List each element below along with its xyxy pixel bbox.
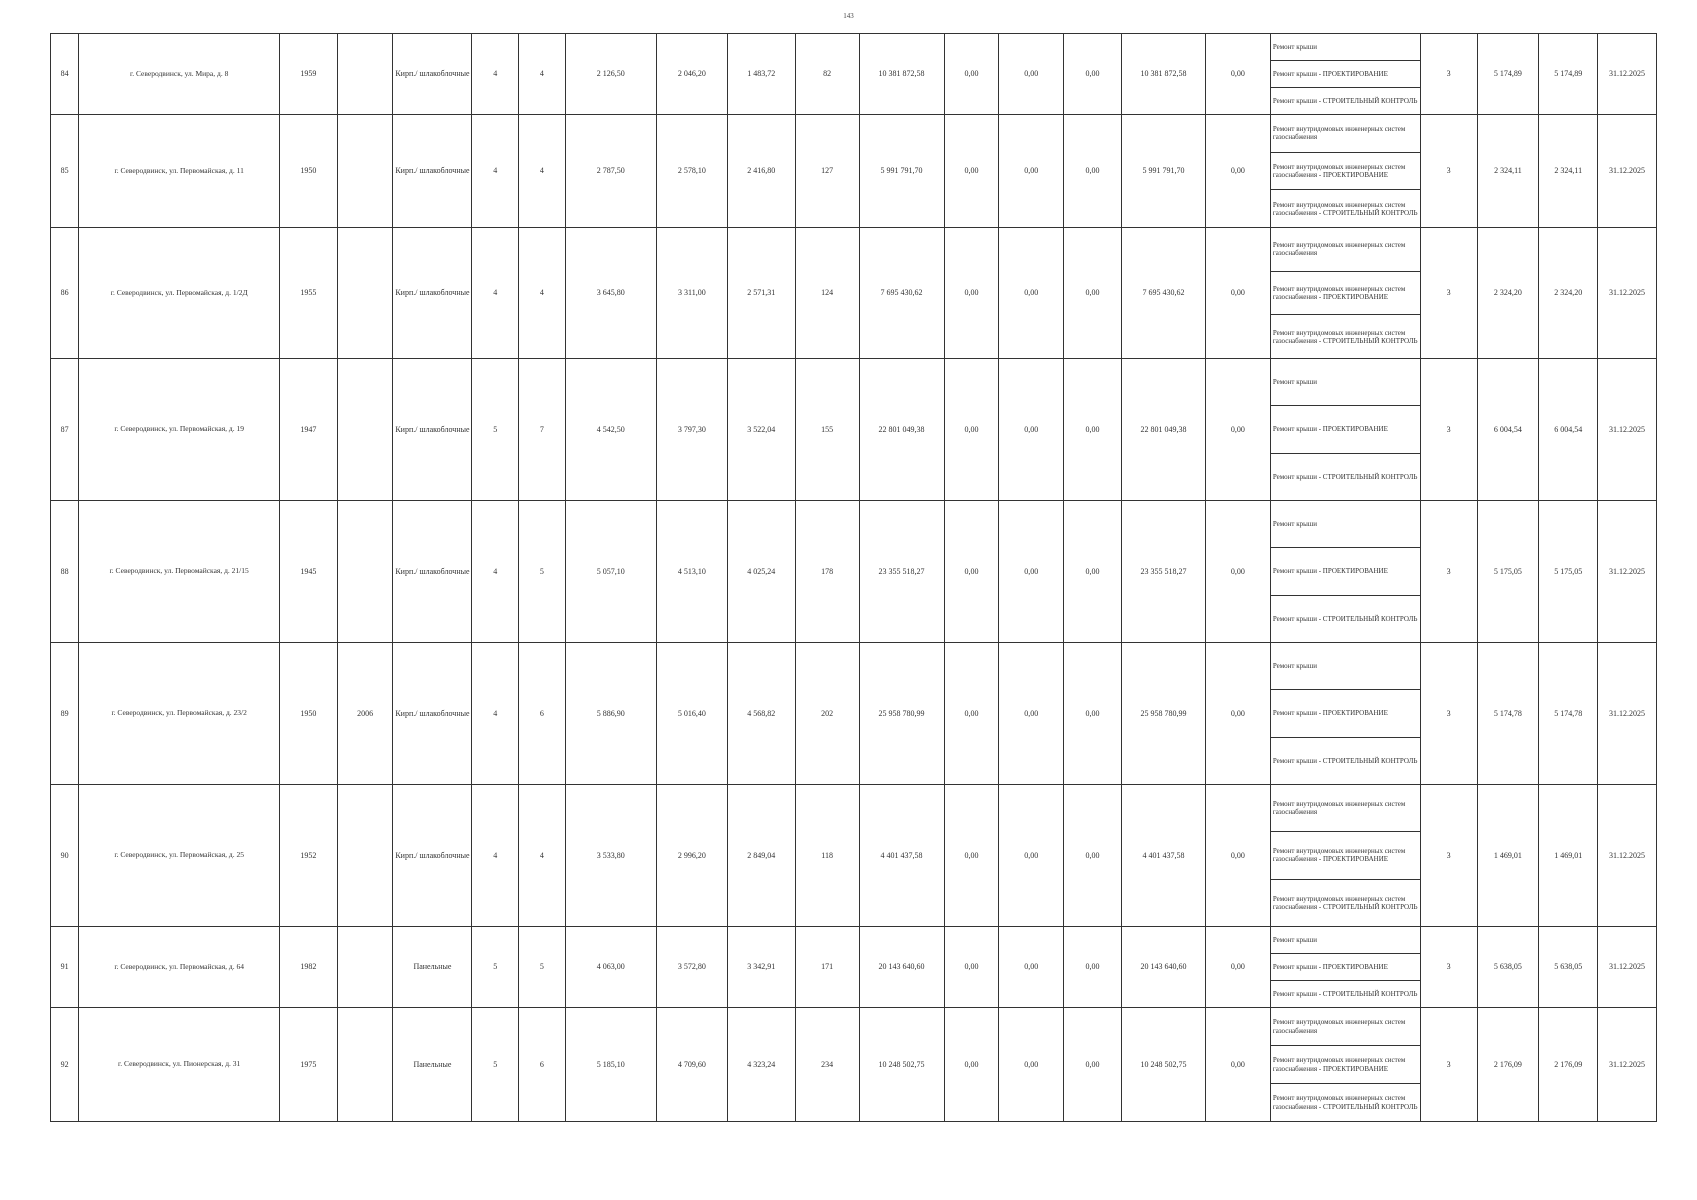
other-cost-cell: 0,00 [1206, 228, 1271, 359]
works-cell [1270, 359, 1420, 501]
limit-cost-cell: 5 174,78 [1539, 643, 1598, 785]
municipal-cost-cell: 0,00 [1064, 927, 1122, 1008]
works-list [1271, 34, 1420, 114]
floors-cell: 4 [472, 785, 519, 927]
works-list [1271, 359, 1420, 500]
works-list [1271, 501, 1420, 642]
work-item-label: Ремонт крыши - СТРОИТЕЛЬНЫЙ КОНТРОЛЬ [1272, 472, 1418, 481]
works-cell [1270, 501, 1420, 643]
work-item [1271, 831, 1420, 878]
residents-cell: 202 [795, 643, 859, 785]
total-area-cell: 3 645,80 [565, 228, 656, 359]
works-cell [1270, 34, 1420, 115]
other-cost-cell: 0,00 [1206, 643, 1271, 785]
unit-code-cell: 3 [1420, 927, 1477, 1008]
fund-cost-cell: 0,00 [944, 359, 999, 501]
premises-area-cell: 4 709,60 [656, 1008, 727, 1122]
year-overhaul-cell [337, 34, 393, 115]
residents-cell: 82 [795, 34, 859, 115]
total-cost-cell: 5 991 791,70 [859, 115, 944, 228]
work-item-label: Ремонт внутридомовых инженерных систем газоснабжения - СТРОИТЕЛЬНЫЙ КОНТРОЛЬ [1272, 1094, 1418, 1111]
other-cost-cell: 0,00 [1206, 115, 1271, 228]
works-list [1271, 927, 1420, 1007]
works-cell [1270, 1008, 1420, 1122]
work-item [1271, 115, 1420, 152]
works-cell [1270, 228, 1420, 359]
row-number: 84 [51, 34, 79, 115]
municipal-cost-cell: 0,00 [1064, 643, 1122, 785]
municipal-cost-cell: 0,00 [1064, 501, 1122, 643]
year-built-cell: 1982 [279, 927, 337, 1008]
deadline-cell: 31.12.2025 [1598, 501, 1657, 643]
address-cell: г. Северодвинск, ул. Пионерская, д. 31 [79, 1008, 280, 1122]
row-number: 90 [51, 785, 79, 927]
year-built-cell: 1975 [279, 1008, 337, 1122]
fund-cost-cell: 0,00 [944, 1008, 999, 1122]
work-item-label: Ремонт внутридомовых инженерных систем газоснабжения - ПРОЕКТИРОВАНИЕ [1272, 284, 1406, 301]
table-row [51, 785, 1657, 927]
total-cost-cell: 7 695 430,62 [859, 228, 944, 359]
year-built-cell: 1959 [279, 34, 337, 115]
floors-cell: 4 [472, 501, 519, 643]
regional-cost-cell: 0,00 [999, 228, 1064, 359]
work-item-label: Ремонт крыши [1272, 662, 1317, 671]
overhaul-program-table [50, 33, 1657, 1122]
address-cell: г. Северодвинск, ул. Первомайская, д. 23/2 [79, 643, 280, 785]
address-cell: г. Северодвинск, ул. Первомайская, д. 64 [79, 927, 280, 1008]
regional-cost-cell: 0,00 [999, 359, 1064, 501]
entrances-cell: 4 [519, 115, 566, 228]
living-area-cell: 4 323,24 [727, 1008, 795, 1122]
work-item [1271, 980, 1420, 1007]
deadline-cell: 31.12.2025 [1598, 927, 1657, 1008]
unit-code-cell: 3 [1420, 359, 1477, 501]
entrances-cell: 4 [519, 785, 566, 927]
unit-code-cell: 3 [1420, 785, 1477, 927]
work-item [1271, 547, 1420, 594]
wall-material-cell: Кирп./ шлакоблочные [393, 359, 472, 501]
floors-cell: 4 [472, 115, 519, 228]
unit-cost-cell: 5 175,05 [1477, 501, 1539, 643]
works-list [1271, 228, 1420, 358]
owners-cost-cell: 25 958 780,99 [1121, 643, 1205, 785]
residents-cell: 155 [795, 359, 859, 501]
year-overhaul-cell [337, 501, 393, 643]
address-cell: г. Северодвинск, ул. Первомайская, д. 19 [79, 359, 280, 501]
deadline-cell: 31.12.2025 [1598, 1008, 1657, 1122]
year-overhaul-cell [337, 927, 393, 1008]
work-item [1271, 927, 1420, 953]
premises-area-cell: 2 996,20 [656, 785, 727, 927]
other-cost-cell: 0,00 [1206, 1008, 1271, 1122]
owners-cost-cell: 7 695 430,62 [1121, 228, 1205, 359]
floors-cell: 4 [472, 34, 519, 115]
floors-cell: 4 [472, 643, 519, 785]
regional-cost-cell: 0,00 [999, 785, 1064, 927]
unit-code-cell: 3 [1420, 34, 1477, 115]
work-item [1271, 595, 1420, 642]
year-overhaul-cell [337, 785, 393, 927]
fund-cost-cell: 0,00 [944, 228, 999, 359]
table-row [51, 1008, 1657, 1122]
other-cost-cell: 0,00 [1206, 501, 1271, 643]
work-item-label: Ремонт крыши - ПРОЕКТИРОВАНИЕ [1272, 425, 1388, 434]
fund-cost-cell: 0,00 [944, 115, 999, 228]
table-row [51, 501, 1657, 643]
limit-cost-cell: 2 324,20 [1539, 228, 1598, 359]
unit-cost-cell: 2 324,20 [1477, 228, 1539, 359]
premises-area-cell: 5 016,40 [656, 643, 727, 785]
total-area-cell: 5 886,90 [565, 643, 656, 785]
work-item [1271, 314, 1420, 358]
work-item-label: Ремонт крыши - ПРОЕКТИРОВАНИЕ [1272, 962, 1388, 971]
year-built-cell: 1950 [279, 643, 337, 785]
work-item-label: Ремонт крыши [1272, 42, 1317, 51]
owners-cost-cell: 4 401 437,58 [1121, 785, 1205, 927]
living-area-cell: 2 849,04 [727, 785, 795, 927]
total-area-cell: 2 126,50 [565, 34, 656, 115]
unit-code-cell: 3 [1420, 501, 1477, 643]
premises-area-cell: 4 513,10 [656, 501, 727, 643]
entrances-cell: 6 [519, 643, 566, 785]
deadline-cell: 31.12.2025 [1598, 115, 1657, 228]
year-built-cell: 1955 [279, 228, 337, 359]
work-item-label: Ремонт крыши [1272, 935, 1317, 944]
work-item-label: Ремонт внутридомовых инженерных систем газоснабжения [1272, 125, 1406, 142]
premises-area-cell: 3 311,00 [656, 228, 727, 359]
wall-material-cell: Кирп./ шлакоблочные [393, 115, 472, 228]
deadline-cell: 31.12.2025 [1598, 643, 1657, 785]
work-item [1271, 87, 1420, 114]
work-item-label: Ремонт крыши - ПРОЕКТИРОВАНИЕ [1272, 567, 1388, 576]
work-item-label: Ремонт крыши [1272, 520, 1317, 529]
work-item-label: Ремонт крыши - ПРОЕКТИРОВАНИЕ [1272, 69, 1388, 78]
limit-cost-cell: 1 469,01 [1539, 785, 1598, 927]
works-cell [1270, 927, 1420, 1008]
unit-cost-cell: 5 174,78 [1477, 643, 1539, 785]
floors-cell: 4 [472, 228, 519, 359]
work-item [1271, 189, 1420, 227]
owners-cost-cell: 10 381 872,58 [1121, 34, 1205, 115]
regional-cost-cell: 0,00 [999, 115, 1064, 228]
floors-cell: 5 [472, 1008, 519, 1122]
total-area-cell: 4 063,00 [565, 927, 656, 1008]
living-area-cell: 2 416,80 [727, 115, 795, 228]
other-cost-cell: 0,00 [1206, 927, 1271, 1008]
limit-cost-cell: 2 176,09 [1539, 1008, 1598, 1122]
total-cost-cell: 20 143 640,60 [859, 927, 944, 1008]
work-item [1271, 405, 1420, 452]
other-cost-cell: 0,00 [1206, 785, 1271, 927]
deadline-cell: 31.12.2025 [1598, 228, 1657, 359]
premises-area-cell: 3 572,80 [656, 927, 727, 1008]
deadline-cell: 31.12.2025 [1598, 359, 1657, 501]
wall-material-cell: Панельные [393, 1008, 472, 1122]
living-area-cell: 2 571,31 [727, 228, 795, 359]
total-area-cell: 5 185,10 [565, 1008, 656, 1122]
fund-cost-cell: 0,00 [944, 643, 999, 785]
address-cell: г. Северодвинск, ул. Первомайская, д. 11 [79, 115, 280, 228]
unit-cost-cell: 5 174,89 [1477, 34, 1539, 115]
work-item-label: Ремонт внутридомовых инженерных систем газоснабжения [1272, 241, 1406, 258]
work-item [1271, 34, 1420, 60]
owners-cost-cell: 23 355 518,27 [1121, 501, 1205, 643]
row-number: 85 [51, 115, 79, 228]
living-area-cell: 4 568,82 [727, 643, 795, 785]
limit-cost-cell: 6 004,54 [1539, 359, 1598, 501]
work-item-label: Ремонт крыши - СТРОИТЕЛЬНЫЙ КОНТРОЛЬ [1272, 989, 1418, 998]
unit-code-cell: 3 [1420, 228, 1477, 359]
unit-cost-cell: 6 004,54 [1477, 359, 1539, 501]
limit-cost-cell: 5 638,05 [1539, 927, 1598, 1008]
premises-area-cell: 3 797,30 [656, 359, 727, 501]
fund-cost-cell: 0,00 [944, 785, 999, 927]
works-cell [1270, 115, 1420, 228]
municipal-cost-cell: 0,00 [1064, 34, 1122, 115]
work-item [1271, 953, 1420, 980]
table-row [51, 34, 1657, 115]
work-item-label: Ремонт внутридомовых инженерных систем газоснабжения - СТРОИТЕЛЬНЫЙ КОНТРОЛЬ [1272, 200, 1418, 217]
total-area-cell: 2 787,50 [565, 115, 656, 228]
address-cell: г. Северодвинск, ул. Первомайская, д. 25 [79, 785, 280, 927]
total-area-cell: 4 542,50 [565, 359, 656, 501]
premises-area-cell: 2 578,10 [656, 115, 727, 228]
wall-material-cell: Кирп./ шлакоблочные [393, 228, 472, 359]
unit-cost-cell: 1 469,01 [1477, 785, 1539, 927]
entrances-cell: 5 [519, 501, 566, 643]
work-item-label: Ремонт крыши - СТРОИТЕЛЬНЫЙ КОНТРОЛЬ [1272, 756, 1418, 765]
unit-cost-cell: 2 324,11 [1477, 115, 1539, 228]
work-item [1271, 689, 1420, 736]
entrances-cell: 5 [519, 927, 566, 1008]
works-list [1271, 643, 1420, 784]
regional-cost-cell: 0,00 [999, 501, 1064, 643]
total-area-cell: 3 533,80 [565, 785, 656, 927]
residents-cell: 171 [795, 927, 859, 1008]
unit-code-cell: 3 [1420, 643, 1477, 785]
year-built-cell: 1950 [279, 115, 337, 228]
year-overhaul-cell [337, 359, 393, 501]
entrances-cell: 4 [519, 228, 566, 359]
wall-material-cell: Кирп./ шлакоблочные [393, 785, 472, 927]
other-cost-cell: 0,00 [1206, 359, 1271, 501]
wall-material-cell: Панельные [393, 927, 472, 1008]
unit-code-cell: 3 [1420, 115, 1477, 228]
table-row [51, 927, 1657, 1008]
wall-material-cell: Кирп./ шлакоблочные [393, 643, 472, 785]
fund-cost-cell: 0,00 [944, 501, 999, 643]
deadline-cell: 31.12.2025 [1598, 785, 1657, 927]
work-item [1271, 228, 1420, 271]
row-number: 88 [51, 501, 79, 643]
year-overhaul-cell [337, 228, 393, 359]
works-list [1271, 785, 1420, 926]
address-cell: г. Северодвинск, ул. Мира, д. 8 [79, 34, 280, 115]
floors-cell: 5 [472, 359, 519, 501]
municipal-cost-cell: 0,00 [1064, 1008, 1122, 1122]
owners-cost-cell: 22 801 049,38 [1121, 359, 1205, 501]
work-item-label: Ремонт крыши [1272, 378, 1317, 387]
owners-cost-cell: 10 248 502,75 [1121, 1008, 1205, 1122]
total-cost-cell: 25 958 780,99 [859, 643, 944, 785]
regional-cost-cell: 0,00 [999, 34, 1064, 115]
works-cell [1270, 643, 1420, 785]
wall-material-cell: Кирп./ шлакоблочные [393, 34, 472, 115]
unit-code-cell: 3 [1420, 1008, 1477, 1122]
works-cell [1270, 785, 1420, 927]
municipal-cost-cell: 0,00 [1064, 115, 1122, 228]
residents-cell: 127 [795, 115, 859, 228]
residents-cell: 178 [795, 501, 859, 643]
total-area-cell: 5 057,10 [565, 501, 656, 643]
row-number: 92 [51, 1008, 79, 1122]
work-item-label: Ремонт внутридомовых инженерных систем газоснабжения - ПРОЕКТИРОВАНИЕ [1272, 1056, 1406, 1073]
work-item [1271, 359, 1420, 405]
year-built-cell: 1952 [279, 785, 337, 927]
limit-cost-cell: 5 175,05 [1539, 501, 1598, 643]
row-number: 87 [51, 359, 79, 501]
residents-cell: 118 [795, 785, 859, 927]
living-area-cell: 3 342,91 [727, 927, 795, 1008]
limit-cost-cell: 5 174,89 [1539, 34, 1598, 115]
living-area-cell: 1 483,72 [727, 34, 795, 115]
regional-cost-cell: 0,00 [999, 927, 1064, 1008]
works-list [1271, 1008, 1420, 1121]
fund-cost-cell: 0,00 [944, 927, 999, 1008]
table-row [51, 228, 1657, 359]
work-item [1271, 152, 1420, 190]
row-number: 89 [51, 643, 79, 785]
year-built-cell: 1945 [279, 501, 337, 643]
total-cost-cell: 10 248 502,75 [859, 1008, 944, 1122]
address-cell: г. Северодвинск, ул. Первомайская, д. 21/15 [79, 501, 280, 643]
total-cost-cell: 22 801 049,38 [859, 359, 944, 501]
total-cost-cell: 4 401 437,58 [859, 785, 944, 927]
residents-cell: 124 [795, 228, 859, 359]
work-item [1271, 453, 1420, 500]
work-item-label: Ремонт внутридомовых инженерных систем газоснабжения - СТРОИТЕЛЬНЫЙ КОНТРОЛЬ [1272, 894, 1418, 911]
entrances-cell: 4 [519, 34, 566, 115]
total-cost-cell: 23 355 518,27 [859, 501, 944, 643]
work-item [1271, 643, 1420, 689]
row-number: 91 [51, 927, 79, 1008]
table-row [51, 359, 1657, 501]
municipal-cost-cell: 0,00 [1064, 228, 1122, 359]
entrances-cell: 7 [519, 359, 566, 501]
floors-cell: 5 [472, 927, 519, 1008]
work-item-label: Ремонт внутридомовых инженерных систем газоснабжения - СТРОИТЕЛЬНЫЙ КОНТРОЛЬ [1272, 328, 1418, 345]
living-area-cell: 4 025,24 [727, 501, 795, 643]
limit-cost-cell: 2 324,11 [1539, 115, 1598, 228]
work-item-label: Ремонт крыши - ПРОЕКТИРОВАНИЕ [1272, 709, 1388, 718]
work-item [1271, 737, 1420, 784]
other-cost-cell: 0,00 [1206, 34, 1271, 115]
table-row [51, 115, 1657, 228]
work-item [1271, 1008, 1420, 1045]
row-number: 86 [51, 228, 79, 359]
work-item [1271, 271, 1420, 315]
total-cost-cell: 10 381 872,58 [859, 34, 944, 115]
work-item-label: Ремонт внутридомовых инженерных систем газоснабжения [1272, 1018, 1406, 1035]
work-item-label: Ремонт крыши - СТРОИТЕЛЬНЫЙ КОНТРОЛЬ [1272, 614, 1418, 623]
work-item-label: Ремонт внутридомовых инженерных систем газоснабжения - ПРОЕКТИРОВАНИЕ [1272, 162, 1406, 179]
municipal-cost-cell: 0,00 [1064, 785, 1122, 927]
premises-area-cell: 2 046,20 [656, 34, 727, 115]
work-item [1271, 501, 1420, 547]
municipal-cost-cell: 0,00 [1064, 359, 1122, 501]
address-cell: г. Северодвинск, ул. Первомайская, д. 1/2Д [79, 228, 280, 359]
page-number: 143 [843, 12, 854, 20]
year-overhaul-cell [337, 1008, 393, 1122]
wall-material-cell: Кирп./ шлакоблочные [393, 501, 472, 643]
year-overhaul-cell [337, 115, 393, 228]
table-row [51, 643, 1657, 785]
work-item [1271, 1083, 1420, 1121]
work-item [1271, 60, 1420, 87]
work-item-label: Ремонт внутридомовых инженерных систем газоснабжения [1272, 800, 1406, 817]
work-item [1271, 785, 1420, 831]
owners-cost-cell: 5 991 791,70 [1121, 115, 1205, 228]
work-item-label: Ремонт крыши - СТРОИТЕЛЬНЫЙ КОНТРОЛЬ [1272, 96, 1418, 105]
unit-cost-cell: 2 176,09 [1477, 1008, 1539, 1122]
living-area-cell: 3 522,04 [727, 359, 795, 501]
residents-cell: 234 [795, 1008, 859, 1122]
year-overhaul-cell: 2006 [337, 643, 393, 785]
regional-cost-cell: 0,00 [999, 1008, 1064, 1122]
entrances-cell: 6 [519, 1008, 566, 1122]
work-item [1271, 879, 1420, 926]
unit-cost-cell: 5 638,05 [1477, 927, 1539, 1008]
deadline-cell: 31.12.2025 [1598, 34, 1657, 115]
fund-cost-cell: 0,00 [944, 34, 999, 115]
owners-cost-cell: 20 143 640,60 [1121, 927, 1205, 1008]
regional-cost-cell: 0,00 [999, 643, 1064, 785]
work-item-label: Ремонт внутридомовых инженерных систем газоснабжения - ПРОЕКТИРОВАНИЕ [1272, 847, 1406, 864]
works-list [1271, 115, 1420, 227]
work-item [1271, 1045, 1420, 1083]
year-built-cell: 1947 [279, 359, 337, 501]
